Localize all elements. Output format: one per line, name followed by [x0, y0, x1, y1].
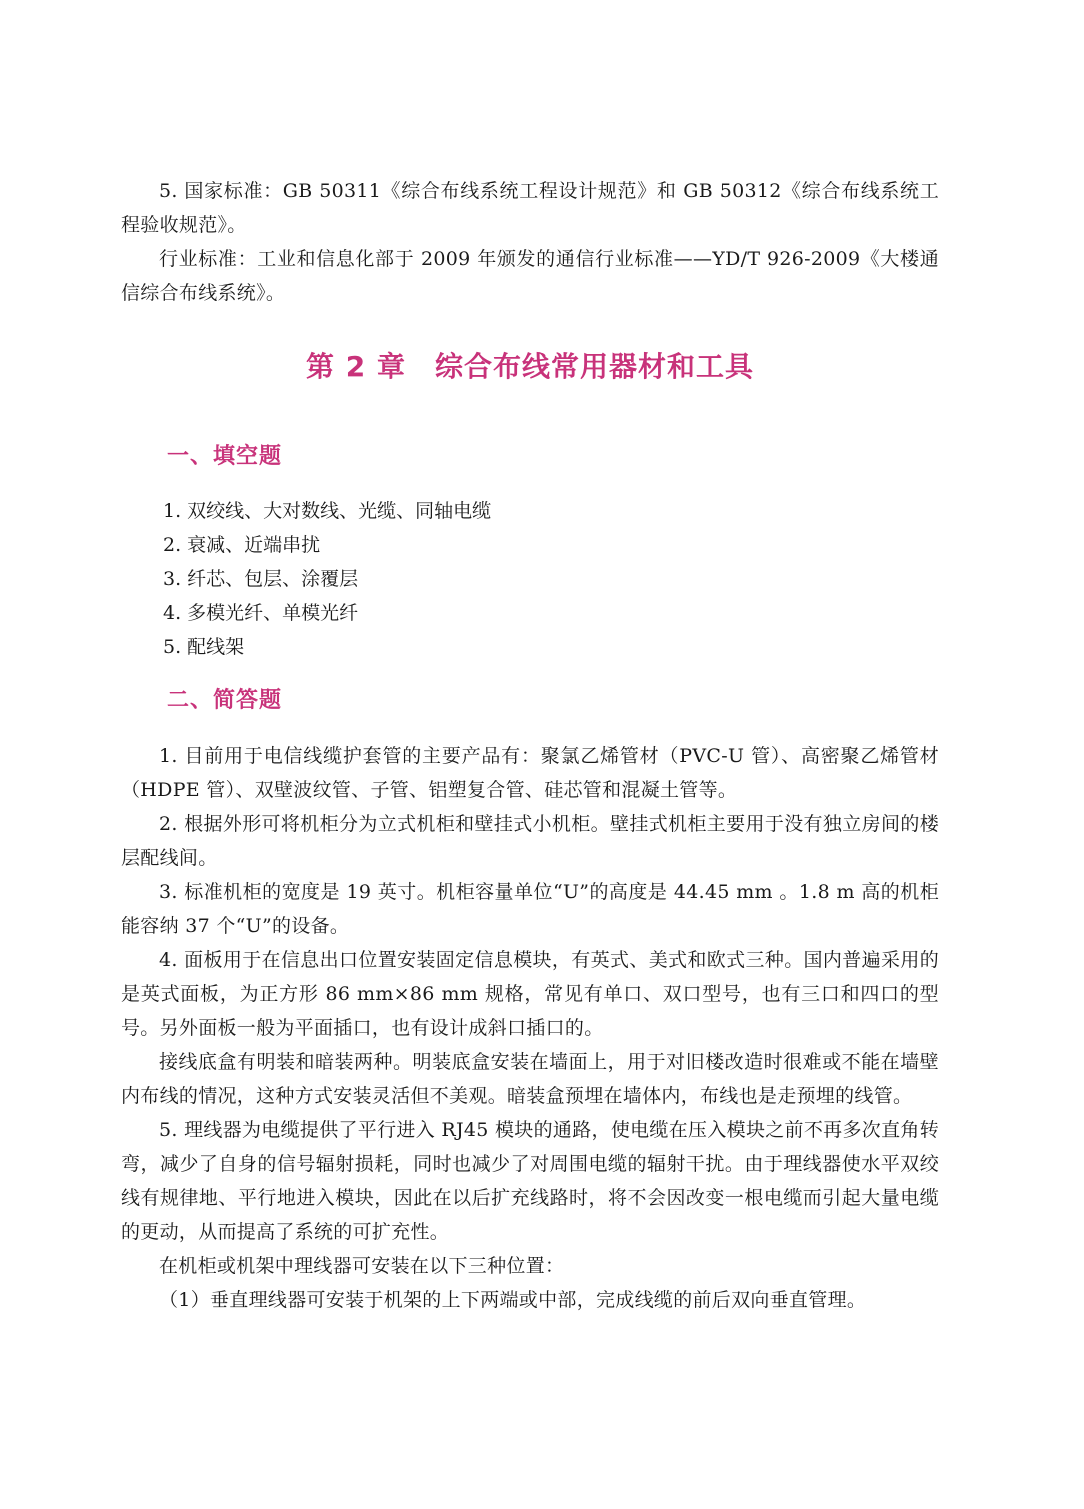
answer-paragraph: 4. 面板用于在信息出口位置安装固定信息模块，有英式、美式和欧式三种。国内普遍采用的是英式面板，为正方形 86 mm×86 mm 规格，常见有单口、双口型号，也有三口和四口的型号。另外面板一般为平面插口，也有设计成斜口插口的。: [121, 949, 939, 1039]
short-answer-body: [121, 739, 939, 1317]
answer-paragraph: 在机柜或机架中理线器可安装在以下三种位置：: [159, 1255, 565, 1277]
document-page: [121, 174, 939, 1317]
list-item: 2. 衰减、近端串扰: [163, 534, 321, 556]
list-item: 3. 纤芯、包层、涂覆层: [163, 568, 359, 590]
section-title-short-answer: 二、简答题: [167, 688, 283, 713]
intro-paragraph-2: 行业标准：工业和信息化部于 2009 年颁发的通信行业标准——YD/T 926-2009《大楼通信综合布线系统》。: [121, 248, 939, 304]
answer-paragraph: （1）垂直理线器可安装于机架的上下两端或中部，完成线缆的前后双向垂直管理。: [159, 1289, 867, 1311]
answer-paragraph: 1. 目前用于电信线缆护套管的主要产品有：聚氯乙烯管材（PVC-U 管）、高密聚乙烯管材（HDPE 管）、双壁波纹管、子管、铝塑复合管、硅芯管和混凝土管等。: [121, 745, 939, 801]
answer-paragraph: 2. 根据外形可将机柜分为立式机柜和壁挂式小机柜。壁挂式机柜主要用于没有独立房间的楼层配线间。: [121, 813, 939, 869]
answer-paragraph: 3. 标准机柜的宽度是 19 英寸。机柜容量单位“U”的高度是 44.45 mm 。1.8 m 高的机柜能容纳 37 个“U”的设备。: [121, 881, 939, 937]
answer-paragraph: 接线底盒有明装和暗装两种。明装底盒安装在墙面上，用于对旧楼改造时很难或不能在墙壁内布线的情况，这种方式安装灵活但不美观。暗装盒预埋在墙体内，布线也是走预埋的线管。: [121, 1051, 939, 1107]
fill-in-answer-list: [121, 494, 939, 664]
chapter-title: 第 2 章 综合布线常用器材和工具: [306, 350, 754, 383]
intro-paragraph-1: 5. 国家标准：GB 50311《综合布线系统工程设计规范》和 GB 50312《综合布线系统工程验收规范》。: [121, 180, 939, 236]
list-item: 4. 多模光纤、单模光纤: [163, 602, 359, 624]
list-item: 5. 配线架: [163, 636, 245, 658]
answer-paragraph: 5. 理线器为电缆提供了平行进入 RJ45 模块的通路，使电缆在压入模块之前不再多次直角转弯，减少了自身的信号辐射损耗，同时也减少了对周围电缆的辐射干扰。由于理线器使水平双绞线有规律地、平行地进入模块，因此在以后扩充线路时，将不会因改变一根电缆而引起大量电缆的更动，从而提高了系统的可扩充性。: [121, 1119, 939, 1243]
section-title-fill-in: 一、填空题: [167, 444, 283, 469]
list-item: 1. 双绞线、大对数线、光缆、同轴电缆: [163, 500, 492, 522]
